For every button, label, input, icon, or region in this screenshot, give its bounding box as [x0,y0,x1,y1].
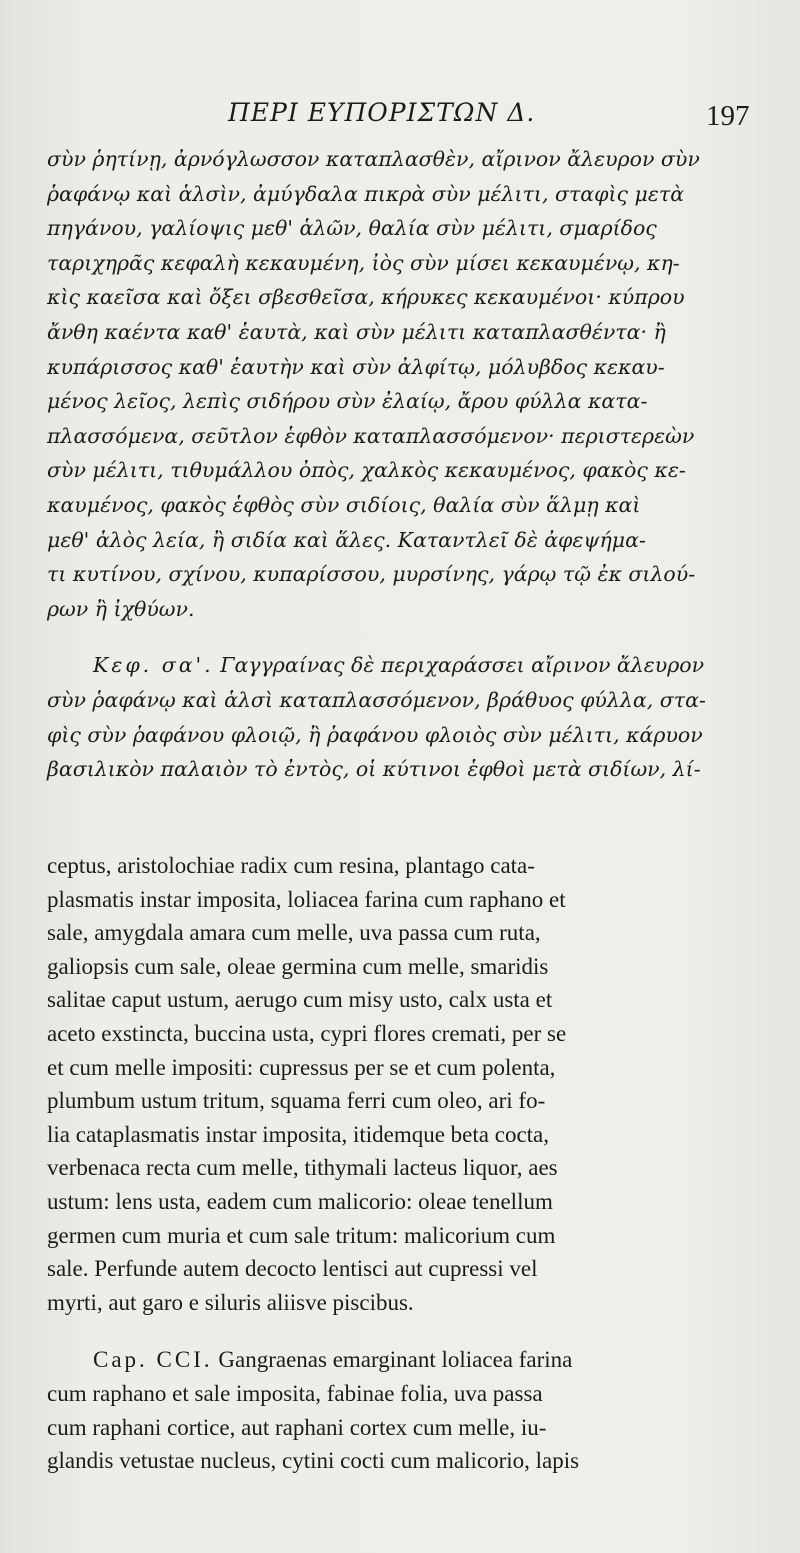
page-header [0,96,800,136]
text-line: κὶς καεῖσα καὶ ὄξει σβεσθεῖσα, κήρυκες κεκαυμένοι· κύπρου [47,285,685,310]
text-line [47,1343,765,1377]
text-line: plumbum ustum tritum, squama ferri cum oleo, ari fo- [47,1088,546,1114]
text-line: πλασσόμενα, σεῦτλον ἑφθὸν καταπλασσόμενον· περιστερεὼν [47,423,695,448]
text-line: ἄνθη καέντα καθ' ἑαυτὰ, καὶ σὺν μέλιτι καταπλασθέντα· ἢ [47,319,666,344]
text-line: ceptus, aristolochiae radix cum resina, plantago cata- [47,853,535,878]
text-line: πηγάνου, γαλίοψις μεθ' ἁλῶν, θαλία σὺν μέλιτι, σμαρίδος [47,216,657,241]
text-line: ρων ἢ ἰχθύων. [47,596,195,621]
latin-paragraph [47,1343,765,1477]
text-line: aceto exstincta, buccina usta, cypri flores cremati, per se [47,1020,567,1046]
text-line: sale, amygdala amara cum melle, uva passa cum ruta, [47,920,541,946]
latin-paragraph [47,849,765,1319]
text-span: Gangraenas emarginant loliacea farina [218,1347,573,1373]
text-line: cum raphani cortice, aut raphani cortex cum melle, iu- [47,1414,547,1440]
text-line: τι κυτίνου, σχίνου, κυπαρίσσου, μυρσίνης, γάρῳ τῷ ἐκ σιλού- [47,562,696,587]
text-line: βασιλικὸν παλαιὸν τὸ ἐντὸς, οἱ κύτινοι ἑφθοὶ μετὰ σιδίων, λί- [47,757,701,782]
latin-text-block [47,849,765,1478]
text-line: ustum: lens usta, eadem cum malicorio: oleae tenellum [47,1188,553,1214]
text-line: lia cataplasmatis instar imposita, itidemque beta cocta, [47,1121,550,1147]
page-number: 197 [706,100,750,132]
greek-paragraph [47,142,765,626]
text-span: Γαγγραίνας δὲ περιχαράσσει αἴρινον ἄλευρον [220,653,705,678]
text-line: galiopsis cum sale, oleae germina cum melle, smaridis [47,953,549,979]
text-line: καυμένος, φακὸς ἑφθὸς σὺν σιδίοις, θαλία σὺν ἅλμῃ καὶ [47,492,641,517]
chapter-heading: Cap. CCI. [93,1347,213,1373]
text-line: σὺν ῥαφάνῳ καὶ ἁλσὶ καταπλασσόμενον, βράθυος φύλλα, στα- [47,687,706,712]
text-line: myrti, aut garo e siluris aliisve piscibus. [47,1289,414,1315]
text-line [47,648,765,683]
text-line: verbenaca recta cum melle, tithymali lacteus liquor, aes [47,1155,558,1181]
text-line: salitae caput ustum, aerugo cum misy usto, calx usta et [47,987,553,1013]
text-line: plasmatis instar imposita, loliacea farina cum raphano et [47,886,566,912]
greek-paragraph [47,648,765,786]
text-line: μεθ' ἁλὸς λεία, ἢ σιδία καὶ ἅλες. Καταντλεῖ δὲ ἀφεψήμα- [47,527,646,552]
text-line: germen cum muria et cum sale tritum: malicorium cum [47,1222,556,1248]
text-line: κυπάρισσος καθ' ἑαυτὴν καὶ σὺν ἀλφίτῳ, μόλυβδος κεκαυ- [47,354,665,379]
running-title: ΠΕΡΙ ΕΥΠΟΡΙΣΤΩΝ Δ. [228,98,536,127]
text-line: cum raphano et sale imposita, fabinae folia, uva passa [47,1380,543,1406]
text-line: glandis vetustae nucleus, cytini cocti cum malicorio, lapis [47,1448,580,1474]
greek-text-block [47,142,765,787]
text-line: sale. Perfunde autem decocto lentisci aut cupressi vel [47,1256,538,1282]
text-line: σὺν μέλιτι, τιθυμάλλου ὀπὸς, χαλκὸς κεκαυμένος, φακὸς κε- [47,458,686,483]
text-line: et cum melle impositi: cupressus per se et cum polenta, [47,1054,556,1080]
text-line: ῥαφάνῳ καὶ ἁλσὶν, ἀμύγδαλα πικρὰ σὺν μέλιτι, σταφὶς μετὰ [47,181,685,206]
text-line: μένος λεῖος, λεπὶς σιδήρου σὺν ἐλαίῳ, ἄρου φύλλα κατα- [47,389,648,414]
text-line: φὶς σὺν ῥαφάνου φλοιῷ, ἢ ῥαφάνου φλοιὸς σὺν μέλιτι, κάρυον [47,722,703,747]
chapter-heading: Κεφ. σα'. [93,653,214,678]
text-line: ταριχηρᾶς κεφαλὴ κεκαυμένη, ἰὸς σὺν μίσει κεκαυμένῳ, κη- [47,250,680,275]
text-line: σὺν ῥητίνῃ, ἀρνόγλωσσον καταπλασθὲν, αἴρινον ἄλευρον σὺν [47,147,700,171]
